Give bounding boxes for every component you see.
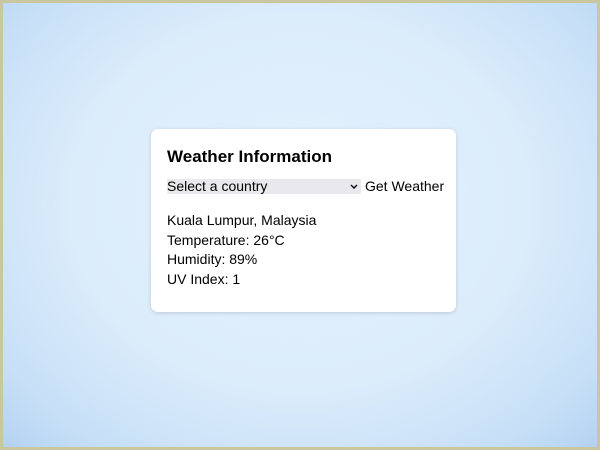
weather-info [167, 211, 316, 289]
temperature-text: Temperature: 26°C [167, 231, 285, 248]
chevron-down-icon [349, 179, 359, 194]
humidity-text: Humidity: 89% [167, 251, 258, 267]
card-title: Weather Information [167, 147, 332, 166]
get-weather-button[interactable]: Get Weather [365, 178, 445, 194]
uv-index-text: UV Index: 1 [167, 270, 241, 287]
weather-controls [167, 179, 444, 194]
country-select[interactable] [167, 179, 361, 194]
location-text: Kuala Lumpur, Malaysia [167, 212, 317, 228]
weather-card [151, 129, 456, 312]
country-select-value: Select a country [167, 178, 268, 194]
